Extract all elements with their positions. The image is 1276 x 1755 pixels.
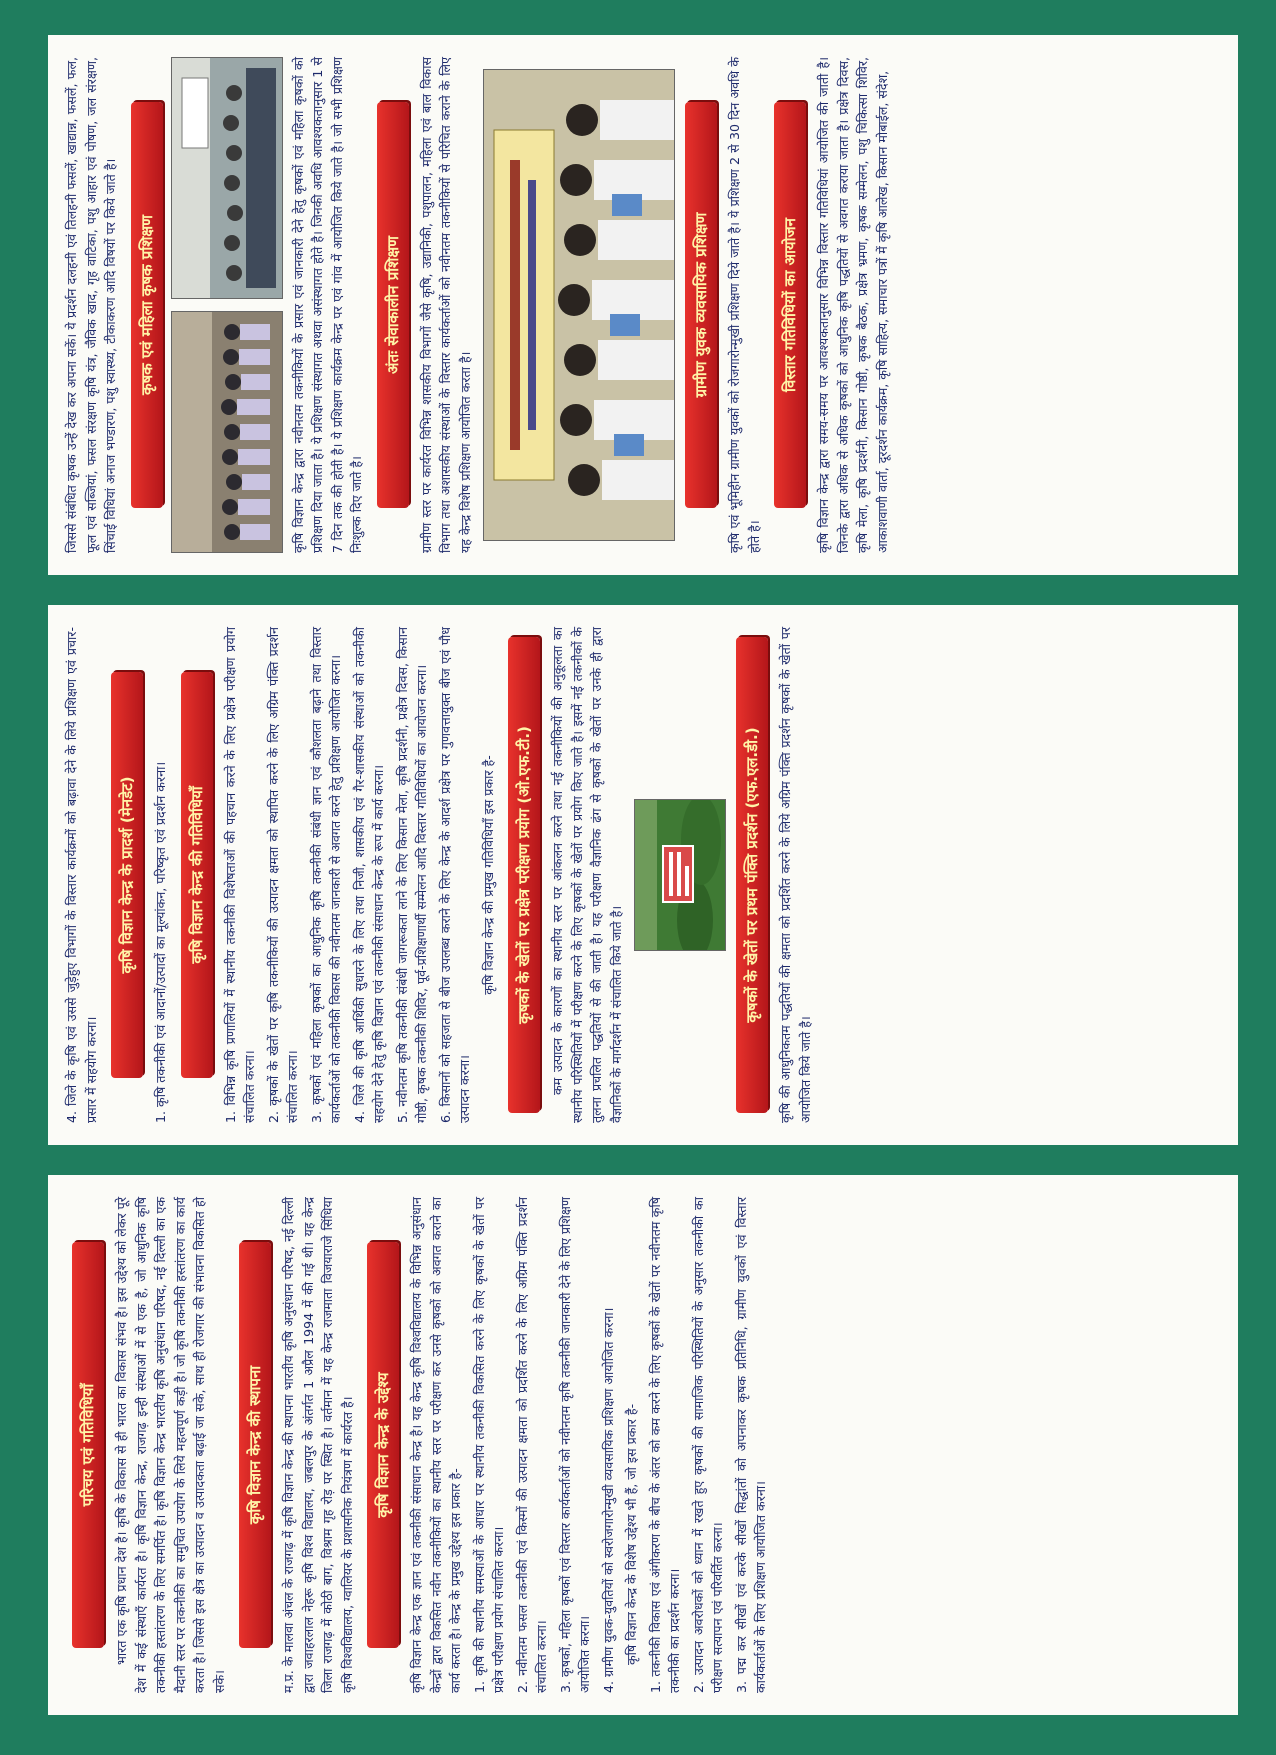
list-item: 5. नवीनतम कृषि तकनीकी संबंधी जागरूकता लाने के लिए किसान मेला, कृषि प्रदर्शनी, प्रक्षेत्र दिवस, किसान गोष्ठी, कृषक तकनीकी शिविर, पूर्व-प्रशिक्षणार्थी सम्मेलन आदि विस्तार गतिविधियों का आयोजन करना।: [394, 627, 430, 1123]
establishment-paragraph: म.प्र. के मालवा अंचल के राजगढ़ में कृषि विज्ञान केन्द्र की स्थापना भारतीय कृषि अनुसंधान परिषद, नई दिल्ली द्वारा जवाहरलाल नेहरू कृषि विश्व विद्यालय, जबलपुर के अंतर्गत 1 अप्रैल 1994 में की गई थी। यह केन्द्र जिला राजगढ़ में कोठी बाग, विश्राम गृह रोड़ पर स्थित है। वर्तमान में यह केन्द्र राजमाता विजयाराजे सिंधिया कृषि विश्वविद्यालय, ग्वालियर के प्रशासनिक नियंत्रण में कार्यरत है।: [281, 1197, 355, 1693]
special-objectives-intro: कृषि विज्ञान केन्द्र के विशेष उद्देश्य भी हैं, जो इस प्रकार है-: [624, 1403, 640, 1665]
panel-activities: [48, 605, 1238, 1145]
activities-note: कृषि विज्ञान केन्द्र की प्रमुख गतिविधियाँ इस प्रकार है-: [480, 755, 496, 995]
in-service-paragraph: ग्रामीण स्तर पर कार्यरत विभिन्न शासकीय विभागों जैसे कृषि, उद्यानिकी, पशुपालन, महिला एवं बाल विकास विभाग तथा अशासकीय संस्थाओं के विस्तार कार्यकर्ताओं को नवीनतम तकनीकियों से परिचित कराने के लिए यह केन्द्र विशेष प्रशिक्षण आयोजित करता है।: [418, 57, 473, 553]
list-item: 4. ग्रामीण युवक-युवतियों को स्वरोजगारोन्मुखी व्यवसायिक प्रशिक्षण आयोजित करना।: [600, 1307, 616, 1693]
heading-rural-youth-training: ग्रामीण युवक व्यवसायिक प्रशिक्षण: [685, 102, 717, 509]
mandate-item: 1. कृषि तकनीकी एवं आदानों/उत्पादों का मूल्यांकन, परिष्कृत एवं प्रदर्शन करना।: [153, 761, 169, 1123]
field-trial-photo: [634, 799, 726, 951]
rural-youth-paragraph: कृषि एवं भूमिहीन ग्रामीण युवकों को रोजगारोन्मुखी प्रशिक्षण दिये जाते है। ये प्रशिक्षण 2 से 30 दिन अवधि के होते है।: [727, 57, 762, 553]
objectives-intro: कृषि विज्ञान केन्द्र एक ज्ञान एवं तकनीकी संसाधान केन्द्र है। यह केन्द्र कृषि विश्वविद्यालय के विभिन्न अनुसंधान केन्द्रों द्वारा विकसित नवीन तकनीकियों का स्थानीय स्तर पर परीक्षण कर उनसे कृषकों को अवगत कराने का कार्य करता है। केन्द्र के प्रमुख उद्देश्य इस प्रकार है-: [409, 1197, 464, 1693]
list-item: 3. पद्म कर सीखों एवं करके सीखों सिद्धांतों को अपनाकर कृषक प्रतिनिधि, ग्रामीण युवकों एवं विस्तार कार्यकर्ताओं के लिए प्रशिक्षण आयोजित करना।: [733, 1197, 769, 1693]
activities-list: [221, 627, 475, 1123]
heading-oft: कृषकों के खेतों पर प्रक्षेत्र परीक्षण प्रयोग (ओ.एफ.टी.): [508, 637, 540, 1113]
list-item: 3. कृषकों एवं महिला कृषकों का आधुनिक कृषि तकनीकी संबंधी ज्ञान एवं कौशलता बढ़ाने तथा विस्तार कार्यकर्ताओं को तकनीकी विकास की नवीनतम जानकारी से अवगत करने हेतु प्रशिक्षण आयोजित करना।: [308, 627, 344, 1123]
certificate-distribution-photo: [483, 69, 675, 541]
heading-extension-activities: विस्तार गतिविधियों का आयोजन: [774, 102, 806, 509]
intro-paragraph: भारत एक कृषि प्रधान देश है। कृषि के विकास से ही भारत का विकास संभव है। इस उद्देश्य को लेकर पूरे देश में कई संस्थाएँ कार्यरत है। कृषि विज्ञान केन्द्र, राजगढ़ इन्ही संस्थाओं में से एक है, जो आधुनिक कृषि तकनीकी हस्तांतरण के लिए समर्पित है। कृषि विज्ञान केन्द्र भारतीय कृषि अनुसंधान परिषद, नई दिल्ली का एक मैदानी स्तर पर तकनीकी का समुचित उपयोग के लिये महत्वपूर्ण कड़ी है। जो कृषि तकनीकी हस्तांतरण का कार्य करता है। जिससे इस क्षेत्र का उत्पादन व उत्पादकता बढ़ाई जा सके, साथ ही रोजगार की संभावना विकसित हो सके।: [114, 1197, 227, 1693]
training-photo-2: [171, 57, 283, 299]
list-item: 2. उत्पादन अवरोधकों को ध्यान में रखते हुए कृषकों की सामाजिक परिस्थितियों के अनुसार तकनीकी का परीक्षण सत्यापन एवं परिवर्तित करना।: [690, 1197, 726, 1693]
training-photo-1: [171, 311, 283, 553]
list-item: 4. जिले की कृषि आर्थिकी सुधारने के लिए तथा निजी, शासकीय एवं गैर-शासकीय संस्थाओं को तकनीकी सहयोग देने हेतु कृषि विज्ञान एवं तकनीकी संसाधान केन्द्र के रूप में कार्य करना।: [351, 627, 387, 1123]
extension-activities-paragraph: कृषि विज्ञान केन्द्र द्वारा समय-समय पर आवश्यकतानुसार विभिन्न विस्तार गतिविधियां आयोजित की जाती है। जिनके द्वारा अधिक से अधिक कृषकों को आधुनिक कृषि पद्धतियों से अवगत कराया जाता है। प्रक्षेत्र दिवस, कृषि मेला, कृषि प्रदर्शनी, किसान गोष्ठी, कृषक बैठक, प्रक्षेत्र भ्रमण, कृषक सम्मेलन, पशु चिकित्सा शिविर, आकाशवाणी वार्ता, दूरदर्शन कार्यक्रम, कृषि साहित्य, समाचार पत्रों में कृषि आलेख, किसान मोबाईल, संदेश,: [816, 57, 890, 553]
panel-introduction: [48, 1175, 1238, 1715]
heading-fld: कृषकों के खेतों पर प्रथम पंक्ति प्रदर्शन (एफ.एल.डी.): [736, 637, 768, 1113]
heading-activities: कृषि विज्ञान केन्द्र की गतिविधियाँ: [181, 672, 213, 1079]
list-item: 1. विभिन्न कृषि प्रणालियों में स्थानीय तकनीकी विशेषताओं की पहचान करने के लिए प्रक्षेत्र परीक्षण प्रयोग संचालित करना।: [222, 627, 258, 1123]
heading-mandate: कृषि विज्ञान केन्द्र के प्रादर्श (मेनडेट): [111, 672, 143, 1079]
fld-paragraph: कृषि की आधुनिकतम पद्धतियों की क्षमता को प्रदर्शित करने के लिये अग्रिम पंक्ति प्रदर्शन कृषकों के खेतों पर आयोजित किये जाते है।: [778, 627, 813, 1123]
list-item: 6. किसानों को सहजता से बीज उपलब्ध कराने के लिए केन्द्र के आदर्श प्रक्षेत्र पर गुणवत्तायुक्त बीज एवं पौध उत्पादन करना।: [437, 627, 473, 1123]
list-item: 2. नवीनतम फसल तकनीकी एवं किस्मों की उत्पादन क्षमता को प्रदर्शित करने के लिए अग्रिम पंक्ति प्रदर्शन संचालित करना।: [514, 1197, 550, 1693]
list-item: 2. कृषकों के खेतों पर कृषि तकनीकियों की उत्पादन क्षमता को स्थापित करने के लिए अग्रिम पंक्ति प्रदर्शन संचालित करना।: [265, 627, 301, 1123]
heading-farmer-training: कृषक एवं महिला कृषक प्रशिक्षण: [131, 102, 163, 509]
list-item: 3. कृषकों, महिला कृषकों एवं विस्तार कार्यकर्ताओं को नवीनतम कृषि तकनीकी जानकारी देने के लिए प्रशिक्षण आयोजित करना।: [557, 1197, 593, 1693]
extension-support-item: 4. जिले के कृषि एवं उससे जुड़ेहुए विभागों के विस्तार कार्यक्रमों को बढ़ावा देने के लिये प्रशिक्षण एवं प्रचार-प्रसार में सहयोग करना।: [64, 627, 99, 1123]
panel-training: [48, 35, 1238, 575]
special-objectives-list: [646, 1197, 771, 1693]
demonstration-topics-paragraph: जिससे संबंधित कृषक उन्हें देख कर अपना सकें। ये प्रदर्शन दलहनी एवं तिलहनी फसलें, खाद्यान्न, फसलें, फल, फूल एवं सब्जियां, फसल संरक्षण कृषि यंत्र, जैविक खाद, गृह वाटिका, पशु आहार एवं पोषण, जल संरक्षण, सिंचाई विधियां अनाज भण्डारण, पशु स्वास्थ्य, टीकाकरण आदि विषयों पर किये जाते है।: [64, 57, 119, 553]
list-item: 1. कृषि की स्थानीय समस्याओं के आधार पर स्थानीय तकनीकी विकसित करने के लिए कृषकों के खेतों पर प्रक्षेत्र परीक्षण प्रयोग संचालित करना।: [471, 1197, 507, 1693]
oft-paragraph: कम उत्पादन के कारणों का स्थानीय स्तर पर आंकलन करने तथा नई तकनीकियों की अनुकूलता का स्थानीय परिस्थितियों में परीक्षण करने के लिए कृषकों के खेतों पर प्रयोग किए जाते है। इसमें नई तकनीकों के तुलना प्रचलित पद्धतियों से की जाती है। यह परीक्षण वैज्ञानिक ढंग से कृषकों के खेतों पर उनके ही द्वारा वैज्ञानिकों के मार्गदर्शन में संचालित किये जाते है।: [550, 627, 624, 1123]
objectives-list: [470, 1197, 619, 1693]
heading-introduction: परिचय एवं गतिविधियाँ: [72, 1242, 104, 1649]
training-paragraph: कृषि विज्ञान केन्द्र द्वारा नवीनतम तकनीकियों के प्रसार एवं जानकारी देने हेतु कृषकों एवं महिला कृषकों को प्रशिक्षण दिया जाता है। ये प्रशिक्षण संस्थागत अथवा असंस्थागत होते है। जिनकी अवधि आवश्यकतानुसार 1 से 7 दिन तक की होती है। ये प्रशिक्षण कार्यक्रम केन्द्र पर एवं गांव में आयोजित किये जाते है। जो सभी प्रशिक्षण निःशुल्क दिए जाते है।: [290, 57, 365, 553]
list-item: 1. तकनीकी विकास एवं अंगीकरण के बीच के अंतर को कम करने के लिए कृषकों के खेतों पर नवीनतम कृषि तकनीकी का प्रदर्शन करना।: [647, 1197, 683, 1693]
training-photos-row: [171, 57, 283, 553]
heading-establishment: कृषि विज्ञान केन्द्र की स्थापना: [239, 1242, 271, 1649]
heading-in-service-training: अंतः सेवाकालीन प्रशिक्षण: [377, 102, 409, 509]
heading-objectives: कृषि विज्ञान केन्द्र के उद्देश्य: [367, 1242, 399, 1649]
